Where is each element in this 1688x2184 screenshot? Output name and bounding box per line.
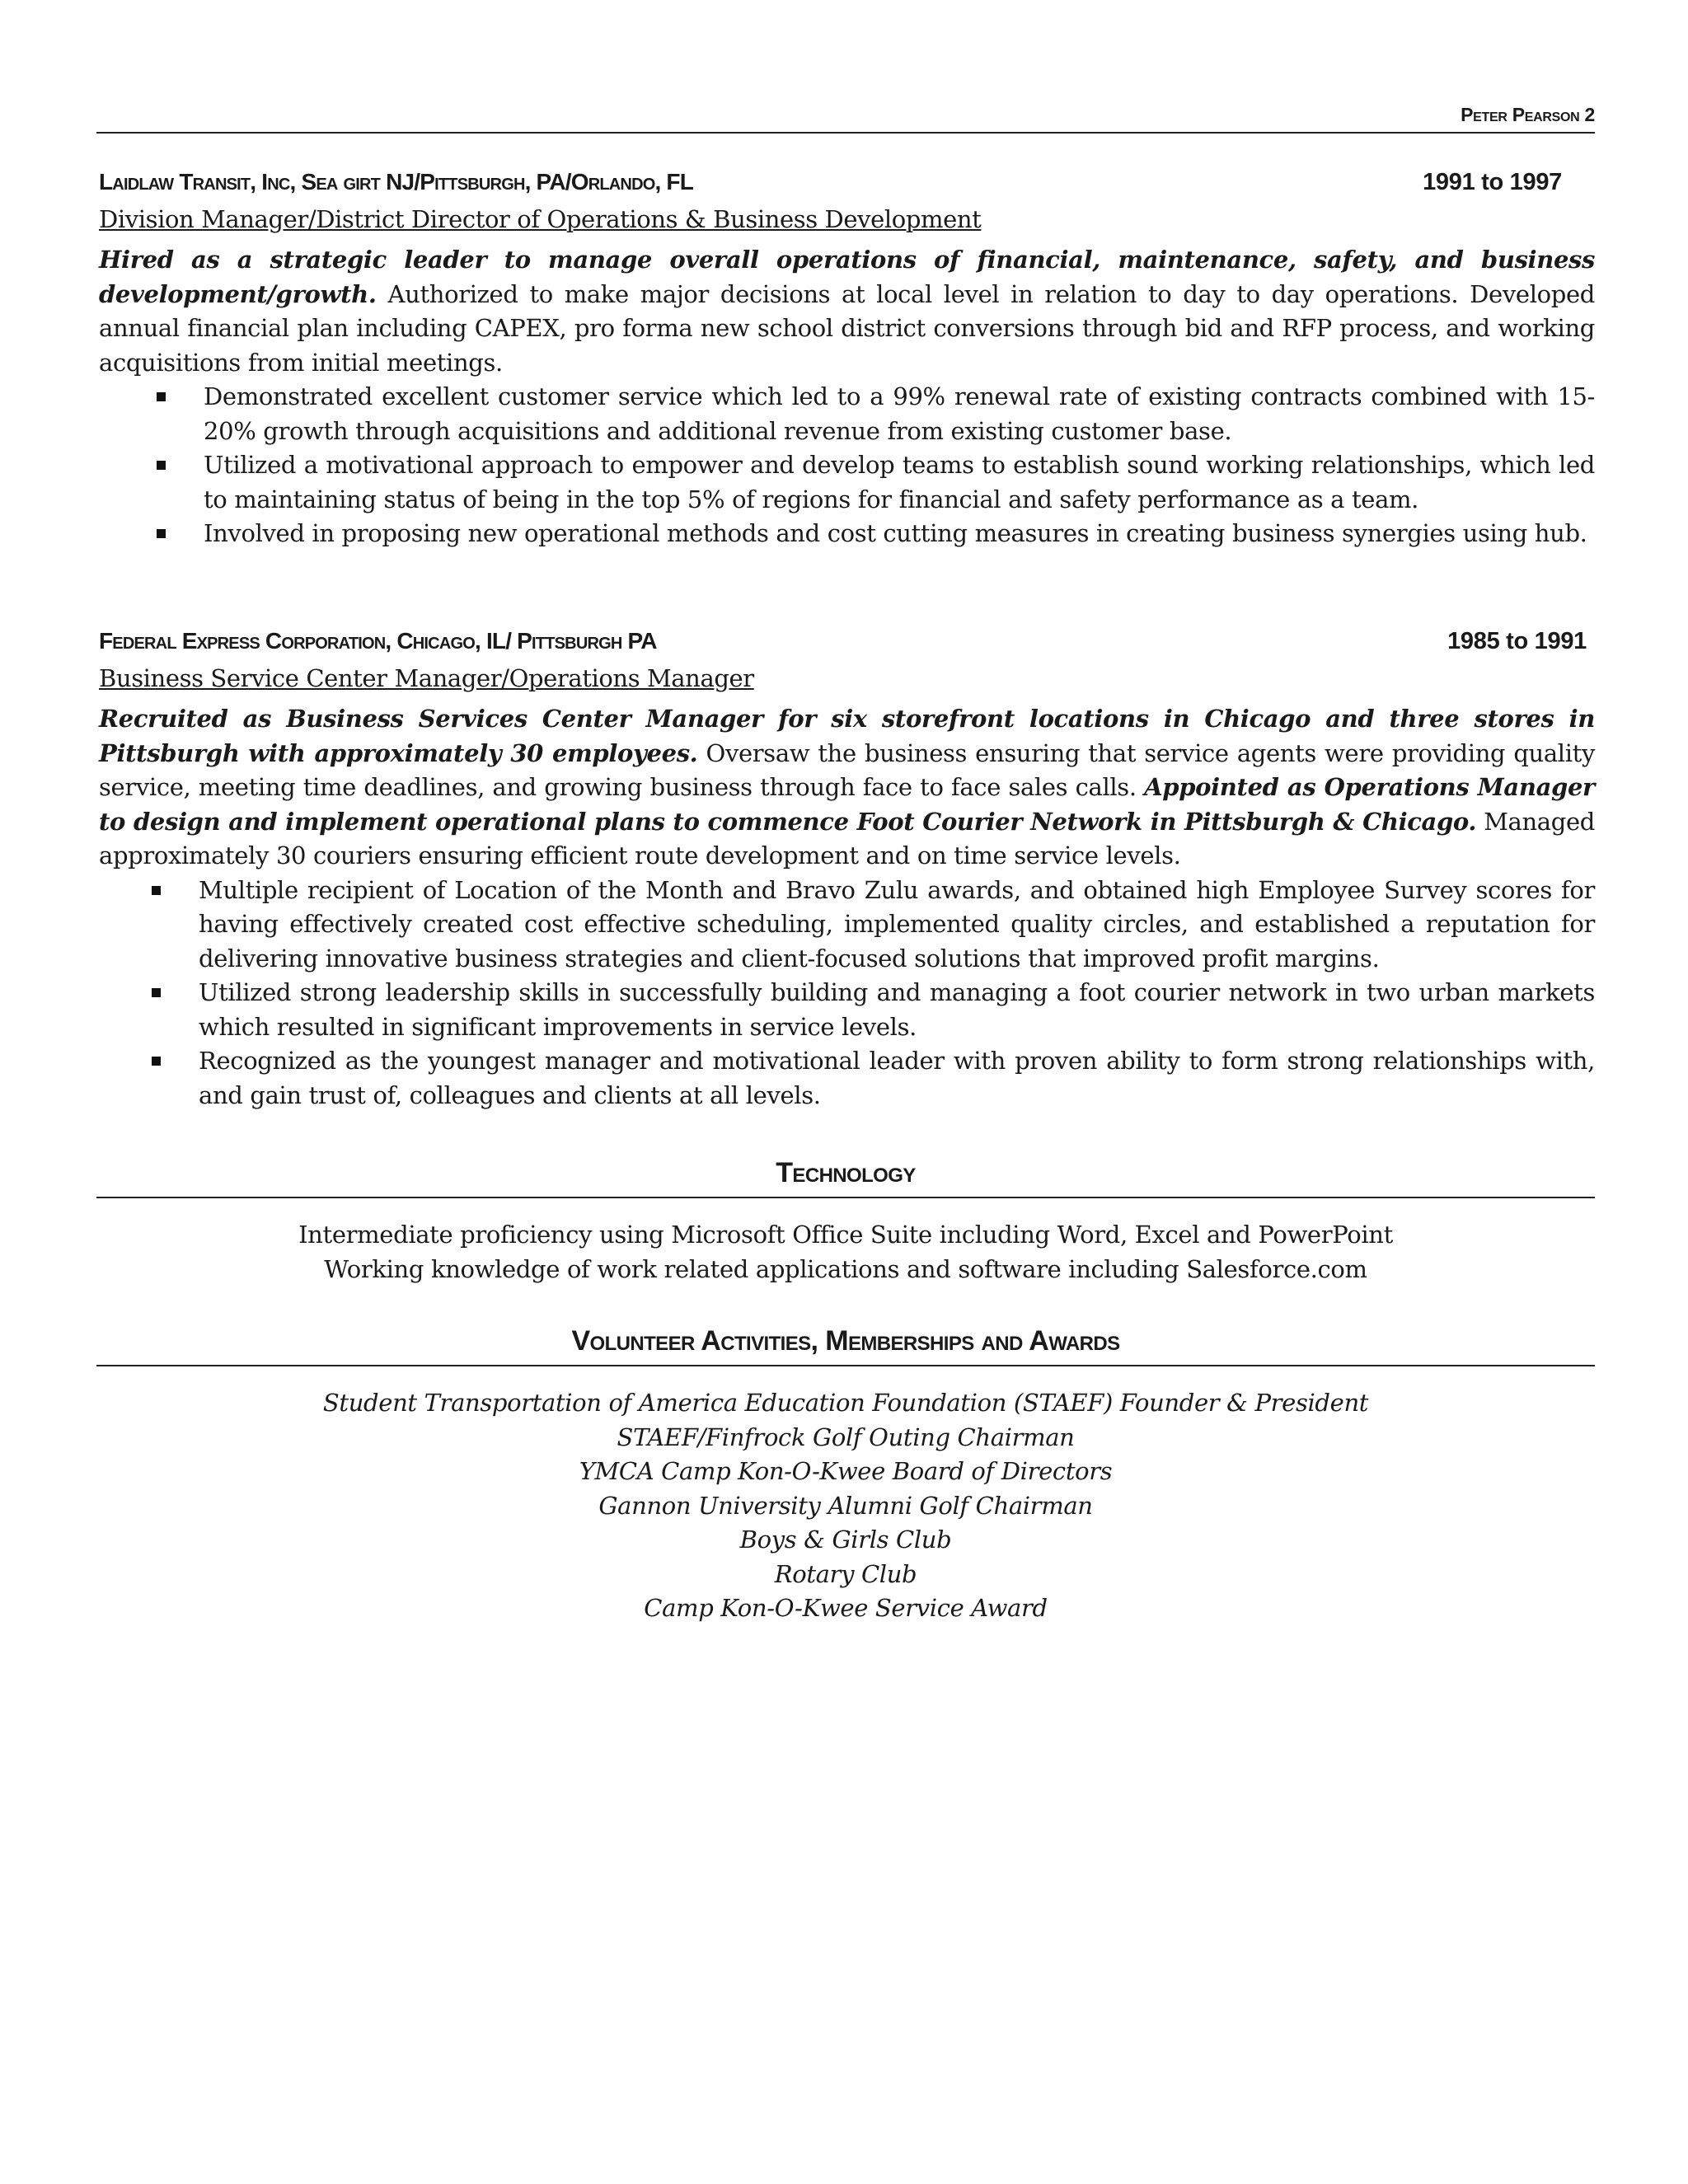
list-item: Demonstrated excellent customer service which led to a 99% renewal rate of existing contracts combined with 15-20% growth through acquisitions and additional revenue from existing customer base.: [204, 380, 1595, 448]
list-item: YMCA Camp Kon-O-Kwee Board of Directors: [579, 1457, 1113, 1485]
job-header: [96, 628, 1595, 661]
job-summary: [99, 702, 1595, 874]
list-item: Student Transportation of America Education Foundation (STAEF) Founder & President: [322, 1389, 1369, 1417]
list-item: Gannon University Alumni Golf Chairman: [598, 1491, 1093, 1520]
summary-lead: Recruited as Business Services Center Manager for six storefront locations in Chicago and three stores in Pittsburgh with approximately 30 employees.: [99, 705, 1595, 767]
list-item: Working knowledge of work related applications and software including Salesforce.com: [324, 1254, 1367, 1283]
job-title: Division Manager/District Director of Operations & Business Development: [99, 205, 982, 233]
company-name: Laidlaw Transit, Inc, Sea girt NJ/Pittsburgh, PA/Orlando, FL: [99, 169, 694, 194]
job-dates: 1985 to 1991: [1447, 628, 1587, 654]
section-title-volunteer: Volunteer Activities, Memberships and Awards: [571, 1325, 1120, 1357]
achievement-list: [96, 380, 1595, 551]
list-item: Multiple recipient of Location of the Month and Bravo Zulu awards, and obtained high Employee Survey scores for having effectively created cost effective scheduling, implemented quality circles, and established a reputation for delivering innovative business strategies and client-focused solutions that improved profit margins.: [199, 874, 1595, 977]
section-rule: [96, 1365, 1595, 1366]
summary-text-2: Managed approximately 30 couriers ensuring efficient route development and on time service levels.: [99, 807, 1595, 869]
list-item: Camp Kon-O-Kwee Service Award: [644, 1594, 1048, 1622]
job-dates: 1991 to 1997: [1423, 169, 1562, 195]
summary-lead-2: Appointed as Operations Manager to design and implement operational plans to commence Foot Courier Network in Pittsburgh & Chicago.: [99, 773, 1595, 836]
job-title: Business Service Center Manager/Operations Manager: [99, 664, 754, 692]
technology-list: [96, 1218, 1595, 1286]
summary-text: Authorized to make major decisions at local level in relation to day to day operations. Developed annual financial plan including CAPEX, pro forma new school district conversions through bid and RFP process, and working acquisitions from initial meetings.: [99, 279, 1595, 377]
list-item: Boys & Girls Club: [739, 1526, 952, 1554]
section-rule: [96, 1197, 1595, 1198]
list-item: Utilized strong leadership skills in successfully building and managing a foot courier network in two urban markets which resulted in significant improvements in service levels.: [199, 976, 1595, 1044]
list-item: Involved in proposing new operational methods and cost cutting measures in creating business synergies using hub.: [204, 517, 1595, 551]
company-name: Federal Express Corporation, Chicago, IL/ Pittsburgh PA: [99, 628, 657, 654]
list-item: Utilized a motivational approach to empower and develop teams to establish sound working relationships, which led to maintaining status of being in the top 5% of regions for financial and safety performance as a team.: [204, 448, 1595, 517]
job-entry-laidlaw: [96, 169, 1595, 551]
volunteer-list: [96, 1386, 1595, 1626]
job-entry-fedex: [96, 628, 1595, 1113]
summary-lead: Hired as a strategic leader to manage overall operations of financial, maintenance, safety, and business development/growth.: [99, 246, 1595, 308]
list-item: Intermediate proficiency using Microsoft Office Suite including Word, Excel and PowerPoint: [298, 1221, 1393, 1249]
running-header: Peter Pearson 2: [1461, 104, 1595, 125]
list-item: Recognized as the youngest manager and motivational leader with proven ability to form strong relationships with, and gain trust of, colleagues and clients at all levels.: [199, 1044, 1595, 1113]
job-header: [96, 169, 1595, 202]
job-summary: [99, 243, 1595, 380]
list-item: Rotary Club: [774, 1559, 917, 1588]
section-title-technology: Technology: [776, 1157, 916, 1188]
list-item: STAEF/Finfrock Golf Outing Chairman: [617, 1422, 1075, 1451]
header-rule: [96, 132, 1595, 134]
achievement-list: [96, 874, 1595, 1113]
summary-text: Oversaw the business ensuring that service agents were providing quality service, meeting time deadlines, and growing business through face to face sales calls.: [99, 738, 1595, 801]
